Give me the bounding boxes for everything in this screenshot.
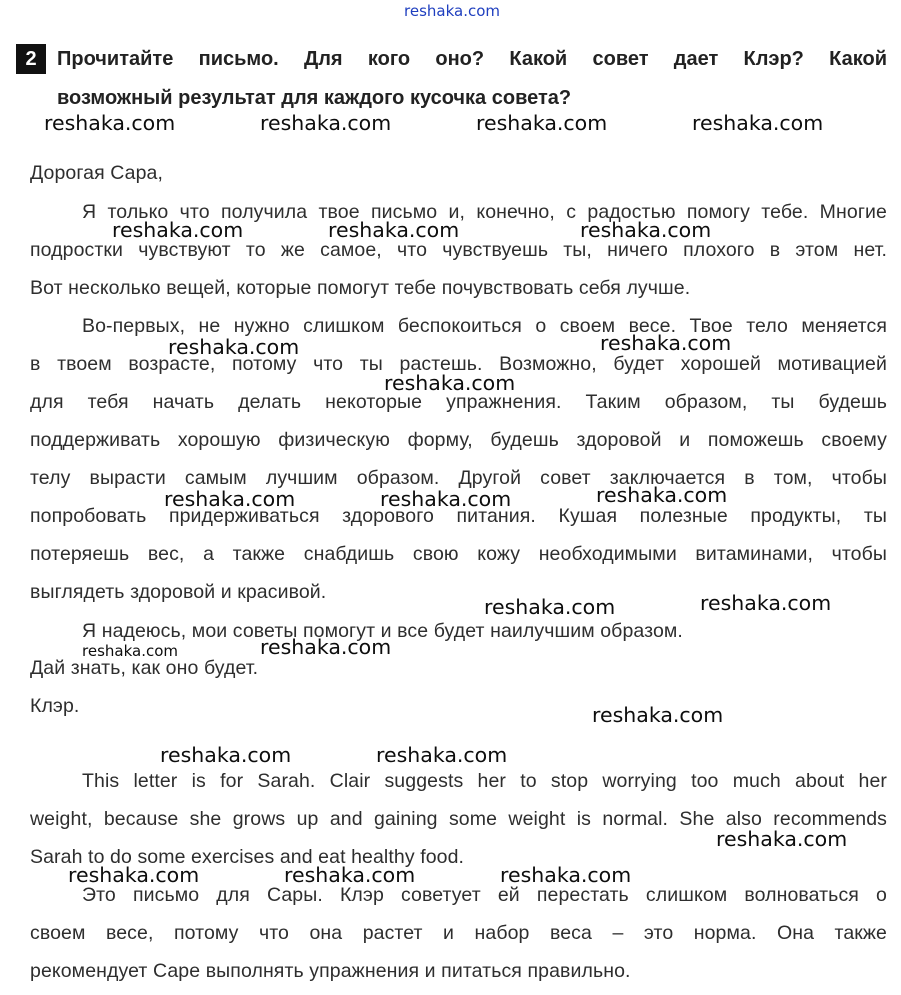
watermark: reshaka.com: [82, 642, 178, 660]
watermark: reshaka.com: [716, 827, 848, 851]
watermark: reshaka.com: [68, 863, 200, 887]
letter-signature: Клэр.: [30, 695, 80, 717]
letter-greeting: Дорогая Сара,: [30, 162, 164, 184]
watermark: reshaka.com: [44, 111, 176, 135]
letter-line: попробовать придерживаться здорового питания. Кушая полезные продукты, ты: [30, 505, 887, 527]
watermark: reshaka.com: [260, 111, 392, 135]
watermark: reshaka.com: [484, 595, 616, 619]
letter-line: Во-первых, не нужно слишком беспокоиться о своем весе. Твое тело меняется: [82, 315, 887, 337]
watermark: reshaka.com: [284, 863, 416, 887]
watermark: reshaka.com: [384, 371, 516, 395]
letter-line: поддерживать хорошую физическую форму, будешь здоровой и поможешь своему: [30, 429, 887, 451]
task-number-badge: 2: [16, 44, 46, 74]
watermark: reshaka.com: [500, 863, 632, 887]
watermark: reshaka.com: [260, 635, 392, 659]
letter-line: Я надеюсь, мои советы помогут и все будет наилучшим образом.: [82, 620, 683, 642]
task-instruction-line-2: возможный результат для каждого кусочка совета?: [57, 87, 572, 109]
site-url-header[interactable]: reshaka.com: [404, 2, 500, 20]
watermark: reshaka.com: [700, 591, 832, 615]
watermark: reshaka.com: [592, 703, 724, 727]
watermark: reshaka.com: [380, 487, 512, 511]
watermark: reshaka.com: [112, 218, 244, 242]
answer-en-line: This letter is for Sarah. Clair suggests her to stop worrying too much about her: [82, 770, 887, 792]
watermark: reshaka.com: [160, 743, 292, 767]
answer-ru-line: Это письмо для Сары. Клэр советует ей перестать слишком волноваться о: [82, 884, 887, 906]
answer-ru-line: рекомендует Саре выполнять упражнения и питаться правильно.: [30, 960, 631, 982]
letter-line: телу вырасти самым лучшим образом. Другой совет заключается в том, чтобы: [30, 467, 887, 489]
watermark: reshaka.com: [376, 743, 508, 767]
letter-line: в твоем возрасте, потому что ты растешь. Возможно, будет хорошей мотивацией: [30, 353, 887, 375]
watermark: reshaka.com: [600, 331, 732, 355]
watermark: reshaka.com: [580, 218, 712, 242]
letter-line: Дай знать, как оно будет.: [30, 657, 259, 679]
watermark: reshaka.com: [476, 111, 608, 135]
watermark: reshaka.com: [164, 487, 296, 511]
letter-line: подростки чувствуют то же самое, что чувствуешь ты, ничего плохого в этом нет.: [30, 239, 887, 261]
letter-line: для тебя начать делать некоторые упражнения. Таким образом, ты будешь: [30, 391, 887, 413]
answer-ru-line: своем весе, потому что она растет и набор веса – это норма. Она также: [30, 922, 887, 944]
answer-en-line: Sarah to do some exercises and eat healthy food.: [30, 846, 465, 868]
letter-line: Вот несколько вещей, которые помогут тебе почувствовать себя лучше.: [30, 277, 691, 299]
answer-en-line: weight, because she grows up and gaining some weight is normal. She also recommends: [30, 808, 887, 830]
watermark: reshaka.com: [168, 335, 300, 359]
watermark: reshaka.com: [328, 218, 460, 242]
letter-line: потеряешь вес, а также снабдишь свою кожу необходимыми витаминами, чтобы: [30, 543, 887, 565]
watermark: reshaka.com: [596, 483, 728, 507]
watermark: reshaka.com: [692, 111, 824, 135]
letter-line: Я только что получила твое письмо и, конечно, с радостью помогу тебе. Многие: [82, 201, 887, 223]
task-instruction-line-1: Прочитайте письмо. Для кого оно? Какой совет дает Клэр? Какой: [57, 48, 887, 70]
letter-line: выглядеть здоровой и красивой.: [30, 581, 327, 603]
